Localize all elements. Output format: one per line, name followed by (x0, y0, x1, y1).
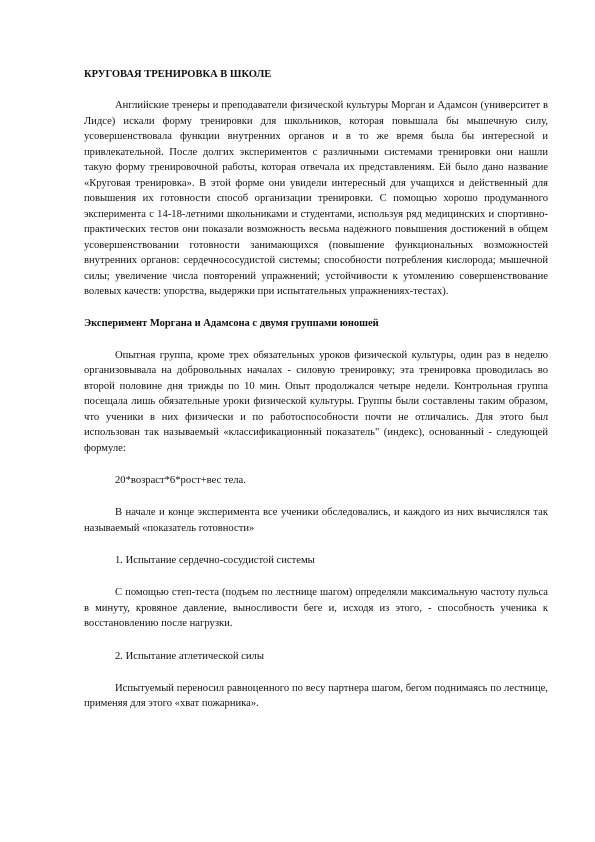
intro-paragraph: Английские тренеры и преподаватели физической культуры Морган и Адамсон (университет в Лидсе) искали форму тренировки для школьников, которая повышала бы мышечную силу, усовершенствовала функции внутренних органов и в то же время была бы интересной и привлекательной. После долгих экспериментов с различными системами тренировки они нашли такую форму тренировочной работы, которая отвечала их представлениям. Ей было дано название «Круговая тренировка». В этой форме они увидели интересный для учащихся и действенный для повышения их готовности способ организации тренировки. С помощью хорошо продуманного эксперимента с 14-18-летними школьниками и студентами, используя ряд медицинских и спортивно-практических тестов они показали возможность весьма надежного повышения достижений в общем усовершенствовании готовности занимающихся (повышение функциональных возможностей внутренних органов: сердечнососудистой системы; способности потребления кислорода; мышечной силы; увеличение числа повторений упражнений; устойчивости к утомлению совершенствование волевых качеств: упорства, выдержки при испытательных упражнениях-тестах). (84, 100, 548, 297)
formula-text: 20*возраст*6*рост+вес тела. (115, 475, 246, 486)
test2-label: 2. Испытание атлетической силы (115, 650, 264, 662)
measure-paragraph: В начале и конце эксперимента все ученики обследовались, и каждого из них вычислялся так называемый «показатель готовности» (84, 507, 548, 534)
document-page (84, 68, 548, 729)
test2-paragraph: Испытуемый переносил равноценного по весу партнера шагом, бегом поднимаясь по лестнице, применяя для этого «хват пожарника». (84, 682, 548, 709)
experiment-subheading: Эксперимент Моргана и Адамсона с двумя группами юношей (84, 317, 379, 329)
document-title: КРУГОВАЯ ТРЕНИРОВКА В ШКОЛЕ (84, 69, 272, 80)
test1-label: 1. Испытание сердечно-сосудистой системы (115, 555, 315, 566)
experiment-paragraph: Опытная группа, кроме трех обязательных уроков физической культуры, один раз в неделю организовывала на добровольных началах - силовую тренировку; эта тренировка проводилась во второй половине дня трижды по 10 мин. Опыт продолжался четыре недели. Контрольная группа посещала лишь обязательные уроки физической культуры. Группы были составлены таким образом, что ученики в них физически и по работоспособности почти не отличались. Для этого был использован так называемый «классификационный показатель" (индекс), основанный - следующей формуле: (84, 349, 548, 454)
test1-paragraph: С помощью степ-теста (подъем по лестнице шагом) определяли максимальную частоту пульса в минуту, кровяное давление, выносливости беге и, исходя из этого, - способность ученика к восстановлению после нагрузки. (84, 587, 548, 629)
